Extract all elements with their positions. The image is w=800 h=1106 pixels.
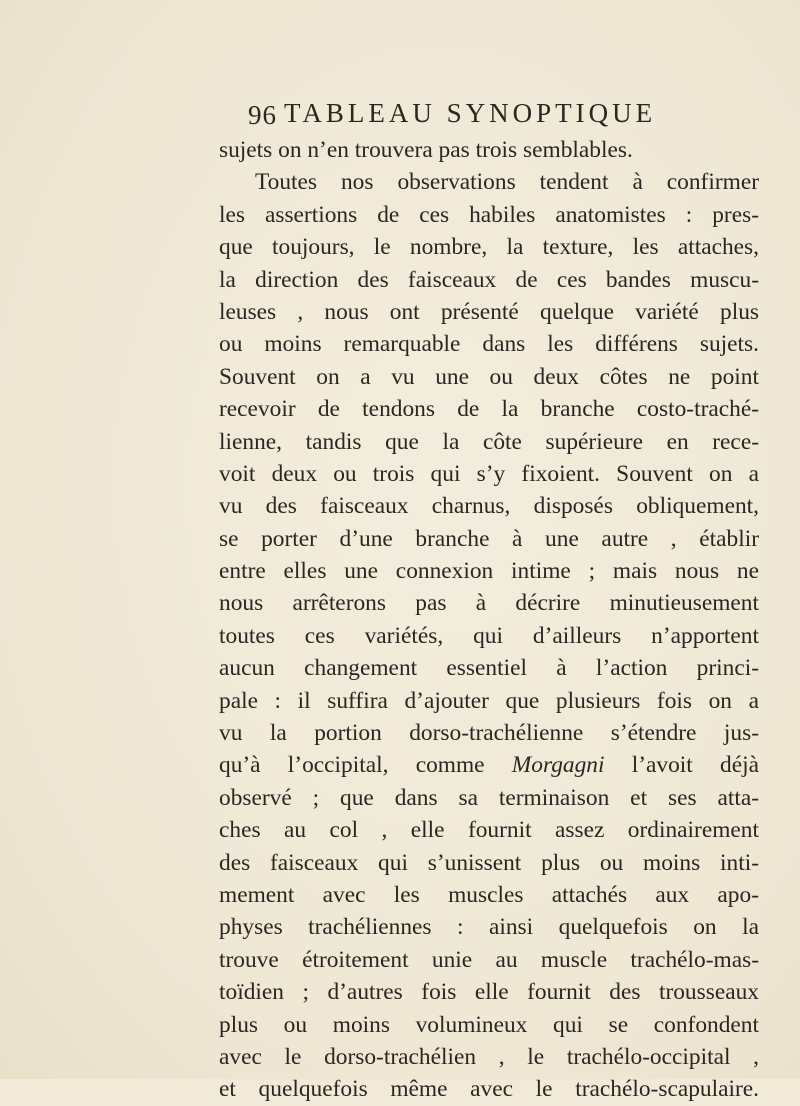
text-line xyxy=(219,1041,759,1073)
line-text: que toujours, le nombre, la texture, les attaches, xyxy=(219,234,759,261)
text-line xyxy=(219,199,759,231)
text-line xyxy=(219,749,759,781)
line-text: aucun changement essentiel à l’action princi- xyxy=(219,655,759,682)
text-line xyxy=(219,587,759,619)
text-line xyxy=(219,166,759,198)
line-text-before: qu’à l’occipital, comme xyxy=(219,752,512,779)
text-line xyxy=(219,685,759,717)
line-text: trouve étroitement unie au muscle trachélo-mas- xyxy=(219,946,759,973)
text-line xyxy=(219,620,759,652)
text-line xyxy=(219,652,759,684)
text-line xyxy=(219,393,759,425)
line-text: voit deux ou trois qui s’y fixoient. Souvent on a xyxy=(219,460,759,487)
text-line xyxy=(219,361,759,393)
line-text: observé ; que dans sa terminaison et ses atta- xyxy=(219,784,759,811)
text-line xyxy=(219,944,759,976)
text-line xyxy=(219,523,759,555)
text-line xyxy=(219,782,759,814)
text-line xyxy=(219,717,759,749)
text-line xyxy=(219,879,759,911)
text-line xyxy=(219,1073,759,1105)
line-text: des faisceaux qui s’unissent plus ou moins inti- xyxy=(219,849,759,876)
line-text: entre elles une connexion intime ; mais nous ne xyxy=(219,558,759,585)
line-text: lienne, tandis que la côte supérieure en rece- xyxy=(219,428,759,455)
text-line xyxy=(219,555,759,587)
text-line xyxy=(219,1009,759,1041)
text-line xyxy=(219,264,759,296)
line-text: se porter d’une branche à une autre , établir xyxy=(219,525,759,552)
text-line xyxy=(219,976,759,1008)
line-text: mement avec les muscles attachés aux apo- xyxy=(219,881,759,908)
line-text: la direction des faisceaux de ces bandes muscu- xyxy=(219,266,759,293)
text-line xyxy=(219,426,759,458)
line-text: avec le dorso-trachélien , le trachélo-occipital , xyxy=(219,1043,759,1070)
text-line xyxy=(219,847,759,879)
line-text-after: l’avoit déjà xyxy=(604,752,759,779)
line-text: toïdien ; d’autres fois elle fournit des trousseaux xyxy=(219,979,759,1006)
line-text: sujets on n’en trouvera pas trois semblables. xyxy=(219,137,633,163)
line-text: les assertions de ces habiles anatomistes : pres- xyxy=(219,201,759,228)
text-line xyxy=(219,490,759,522)
text-line xyxy=(219,296,759,328)
line-text: ou moins remarquable dans les différens sujets. xyxy=(219,331,759,358)
text-line xyxy=(219,231,759,263)
line-text: vu des faisceaux charnus, disposés obliquement, xyxy=(219,493,759,520)
page-number: 96 xyxy=(248,100,277,130)
line-text: physes trachéliennes : ainsi quelquefois on la xyxy=(219,914,759,941)
line-text: nous arrêterons pas à décrire minutieusement xyxy=(219,590,759,617)
line-text: pale : il suffira d’ajouter que plusieurs fois on a xyxy=(219,687,759,714)
text-line xyxy=(219,911,759,943)
text-line xyxy=(219,458,759,490)
line-text: ches au col , elle fournit assez ordinairement xyxy=(219,817,759,844)
text-line xyxy=(219,328,759,360)
running-title: TABLEAU SYNOPTIQUE xyxy=(284,98,657,128)
line-text: Souvent on a vu une ou deux côtes ne point xyxy=(219,363,759,390)
line-text: leuses , nous ont présenté quelque variété plus xyxy=(219,298,759,325)
body-text xyxy=(219,134,759,1106)
line-text: vu la portion dorso-trachélienne s’étendre jus- xyxy=(219,720,759,747)
author-name-italic: Morgagni xyxy=(511,752,605,779)
page-header xyxy=(248,94,668,134)
line-text: recevoir de tendons de la branche costo-traché- xyxy=(219,396,759,423)
text-line xyxy=(219,134,759,166)
line-text: plus ou moins volumineux qui se confondent xyxy=(219,1011,759,1038)
line-text: Toutes nos observations tendent à confirmer xyxy=(255,169,759,196)
line-text: toutes ces variétés, qui d’ailleurs n’apportent xyxy=(219,622,759,649)
text-line xyxy=(219,814,759,846)
line-text: et quelquefois même avec le trachélo-scapulaire. xyxy=(219,1076,759,1103)
